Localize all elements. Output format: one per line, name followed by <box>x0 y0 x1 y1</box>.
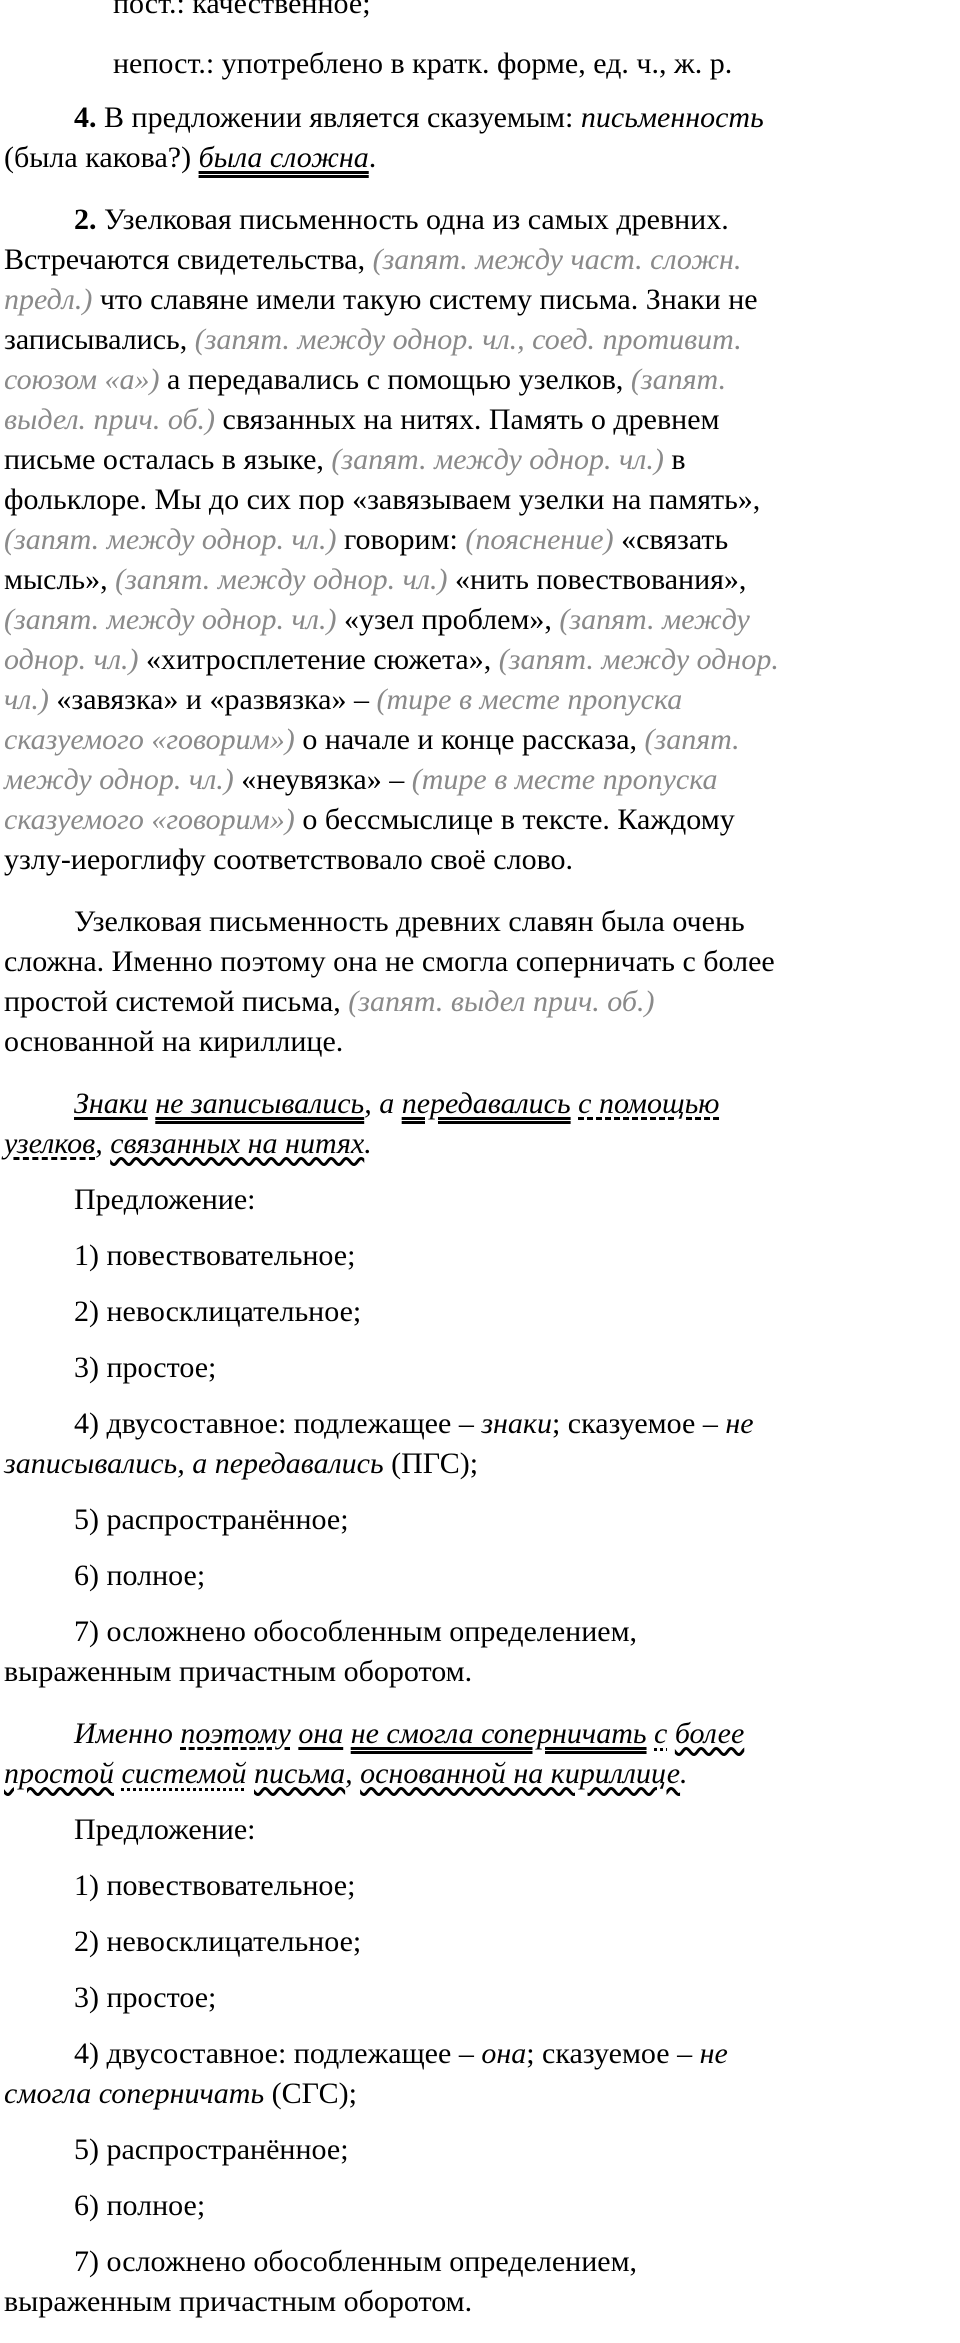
line <box>4 200 960 240</box>
object-word: системой <box>121 1757 247 1790</box>
line <box>4 520 960 560</box>
task-2-paragraph <box>4 200 960 880</box>
text: 2) невосклицательное; <box>74 1925 362 1958</box>
point-4 <box>4 98 960 138</box>
line <box>4 942 960 982</box>
text: фольклоре. Мы до сих пор «завязываем узелки на память», <box>4 483 761 516</box>
text: ; сказуемое – <box>526 2037 700 2070</box>
line <box>4 640 960 680</box>
text: в <box>663 443 686 476</box>
comment: (запят. между однор. чл.) <box>4 523 337 556</box>
line <box>4 902 960 942</box>
text: говорим: <box>336 523 466 556</box>
adverbial-word: узелков <box>4 1127 96 1160</box>
attribute-phrase: основанной на кириллице <box>360 1757 681 1790</box>
period: . <box>368 141 377 174</box>
comment: (запят. между однор. <box>498 643 779 676</box>
line <box>4 320 960 360</box>
predicate-word: была сложна <box>198 141 369 174</box>
text: «завязка» и «развязка» – <box>48 683 377 716</box>
text: 1) повествовательное; <box>74 1239 356 1272</box>
morph-const <box>4 0 960 24</box>
period: . <box>364 1127 372 1160</box>
analysis-item <box>4 2186 960 2226</box>
text: сложна. Именно поэтому она не смогла соперничать с более <box>4 945 775 978</box>
subject-word: она <box>298 1717 344 1750</box>
text: (ПГС); <box>383 1447 479 1480</box>
line <box>4 982 960 1022</box>
point-4-text: В предложении является сказуемым: <box>96 101 581 134</box>
text: 5) распространённое; <box>74 1503 349 1536</box>
text: 7) осложнено обособленным определением, <box>74 2245 638 2278</box>
line <box>4 1022 960 1062</box>
text: «хитросплетение сюжета», <box>138 643 499 676</box>
object-word: с <box>654 1717 668 1750</box>
text: что славяне имели такую систему письма. Знаки не <box>92 283 758 316</box>
line <box>4 280 960 320</box>
analysis-item <box>4 2034 960 2074</box>
line <box>4 720 960 760</box>
text: узлу-иероглифу соответствовало своё слово. <box>4 843 574 876</box>
attribute-phrase: связанных на нитях <box>110 1127 365 1160</box>
analysis-item <box>4 1404 960 1444</box>
analysis-item <box>4 2242 960 2282</box>
subject-word: Знаки <box>74 1087 148 1120</box>
attribute-word: письма <box>254 1757 346 1790</box>
comment: (запят. между однор. чл., соед. противит. <box>194 323 742 356</box>
analysis-item <box>4 2130 960 2170</box>
analysis-item-cont <box>4 2282 960 2322</box>
predicate-word: смогла соперничать <box>4 2077 265 2110</box>
point-number: 4. <box>74 101 97 134</box>
text: 1) повествовательное; <box>74 1869 356 1902</box>
conclusion-paragraph <box>4 902 960 1062</box>
subject-word: письменность <box>580 101 764 134</box>
line <box>4 800 960 840</box>
analysis-item <box>4 1556 960 1596</box>
analysis-item <box>4 1292 960 1332</box>
text: связанных на нитях. Память о древнем <box>215 403 720 436</box>
word: Именно <box>74 1717 181 1750</box>
text: выраженным причастным оборотом. <box>4 1655 473 1688</box>
text: 5) распространённое; <box>74 2133 349 2166</box>
comment: (запят. между част. сложн. <box>372 243 742 276</box>
predicate-word: записывались, а передавались <box>4 1447 384 1480</box>
predicate-word: не <box>699 2037 728 2070</box>
space <box>571 1087 579 1120</box>
morph-var-text: непост.: употреблено в кратк. форме, ед. ч., ж. р. <box>113 47 733 80</box>
morph-var <box>4 44 960 84</box>
parsed-sentence-2 <box>4 1714 960 1794</box>
text: письме осталась в языке, <box>4 443 332 476</box>
text: ; сказуемое – <box>551 1407 726 1440</box>
line <box>4 560 960 600</box>
text: простой системой письма, <box>4 985 349 1018</box>
predicate-word: не <box>725 1407 754 1440</box>
separator: , а <box>364 1087 402 1120</box>
text: «связать <box>613 523 729 556</box>
attribute-word: более <box>674 1717 745 1750</box>
comment: (тире в месте пропуска <box>376 683 683 716</box>
subject-word: она <box>481 2037 527 2070</box>
point-4-cont <box>4 138 960 178</box>
text: 6) полное; <box>74 2189 206 2222</box>
comment: предл.) <box>4 283 93 316</box>
comment: (пояснение) <box>465 523 614 556</box>
analysis-item <box>4 1500 960 1540</box>
text: о бессмыслице в тексте. Каждому <box>294 803 735 836</box>
analysis-item <box>4 1978 960 2018</box>
text: 6) полное; <box>74 1559 206 1592</box>
line <box>4 600 960 640</box>
line <box>4 760 960 800</box>
text: Встречаются свидетельства, <box>4 243 373 276</box>
analysis-item-cont <box>4 1444 960 1484</box>
adverbial-word: с помощью <box>578 1087 720 1120</box>
text: 2) невосклицательное; <box>74 1295 362 1328</box>
comment: (запят. выдел прич. об.) <box>348 985 655 1018</box>
text: выраженным причастным оборотом. <box>4 2285 473 2318</box>
analysis-item <box>4 1612 960 1652</box>
morph-const-text: пост.: качественное; <box>113 0 371 20</box>
line <box>4 360 960 400</box>
predicate-word: передавались <box>401 1087 571 1120</box>
text: мысль», <box>4 563 116 596</box>
line <box>4 400 960 440</box>
comment: чл.) <box>4 683 49 716</box>
subject-word: знаки <box>481 1407 552 1440</box>
text: записывались, <box>4 323 195 356</box>
analysis-heading <box>4 1810 960 1850</box>
comment: сказуемого «говорим») <box>4 723 295 756</box>
adverbial-word: поэтому <box>180 1717 291 1750</box>
text: Предложение: <box>74 1813 256 1846</box>
comment: между однор. чл.) <box>4 763 234 796</box>
task-number: 2. <box>74 203 97 236</box>
line <box>4 1084 960 1124</box>
comment: однор. чл.) <box>4 643 139 676</box>
comment: (запят. между однор. чл.) <box>331 443 664 476</box>
text: «узел проблем», <box>336 603 560 636</box>
line <box>4 840 960 880</box>
comment: союзом «а») <box>4 363 160 396</box>
text: 3) простое; <box>74 1351 217 1384</box>
line <box>4 1124 960 1164</box>
predicate-word: не смогла соперничать <box>350 1717 647 1750</box>
period: . <box>680 1757 688 1790</box>
text: 7) осложнено обособленным определением, <box>74 1615 638 1648</box>
comment: (запят. между <box>559 603 750 636</box>
analysis-2 <box>4 1810 960 2322</box>
question-text: (была какова?) <box>4 141 199 174</box>
comment: (запят. между однор. чл.) <box>115 563 448 596</box>
text: «нить повествования», <box>447 563 747 596</box>
text: а передавались с помощью узелков, <box>159 363 631 396</box>
predicate-word: не записывались <box>155 1087 365 1120</box>
line <box>4 1714 960 1754</box>
text: основанной на кириллице. <box>4 1025 344 1058</box>
text: «неувязка» – <box>233 763 412 796</box>
analysis-item-cont <box>4 1652 960 1692</box>
text: Узелковая письменность древних славян была очень <box>74 905 745 938</box>
comment: (запят. <box>644 723 740 756</box>
line <box>4 240 960 280</box>
line <box>4 680 960 720</box>
text: (СГС); <box>264 2077 357 2110</box>
comment: (запят. <box>630 363 727 396</box>
attribute-word: простой <box>4 1757 114 1790</box>
comment: выдел. прич. об.) <box>4 403 216 436</box>
text: 4) двусоставное: подлежащее – <box>74 1407 482 1440</box>
analysis-item <box>4 1922 960 1962</box>
separator: , <box>345 1757 361 1790</box>
text: 4) двусоставное: подлежащее – <box>74 2037 482 2070</box>
comment: сказуемого «говорим») <box>4 803 295 836</box>
comment: (тире в месте пропуска <box>411 763 718 796</box>
analysis-item <box>4 1236 960 1276</box>
analysis-1 <box>4 1180 960 1692</box>
line <box>4 1754 960 1794</box>
parsed-sentence-1 <box>4 1084 960 1164</box>
text: Узелковая письменность одна из самых древних. <box>96 203 729 236</box>
analysis-item-cont <box>4 2074 960 2114</box>
text: о начале и конце рассказа, <box>294 723 645 756</box>
text: 3) простое; <box>74 1981 217 2014</box>
line <box>4 440 960 480</box>
line <box>4 480 960 520</box>
text: Предложение: <box>74 1183 256 1216</box>
analysis-heading <box>4 1180 960 1220</box>
separator: , <box>95 1127 111 1160</box>
analysis-item <box>4 1866 960 1906</box>
comment: (запят. между однор. чл.) <box>4 603 337 636</box>
analysis-item <box>4 1348 960 1388</box>
